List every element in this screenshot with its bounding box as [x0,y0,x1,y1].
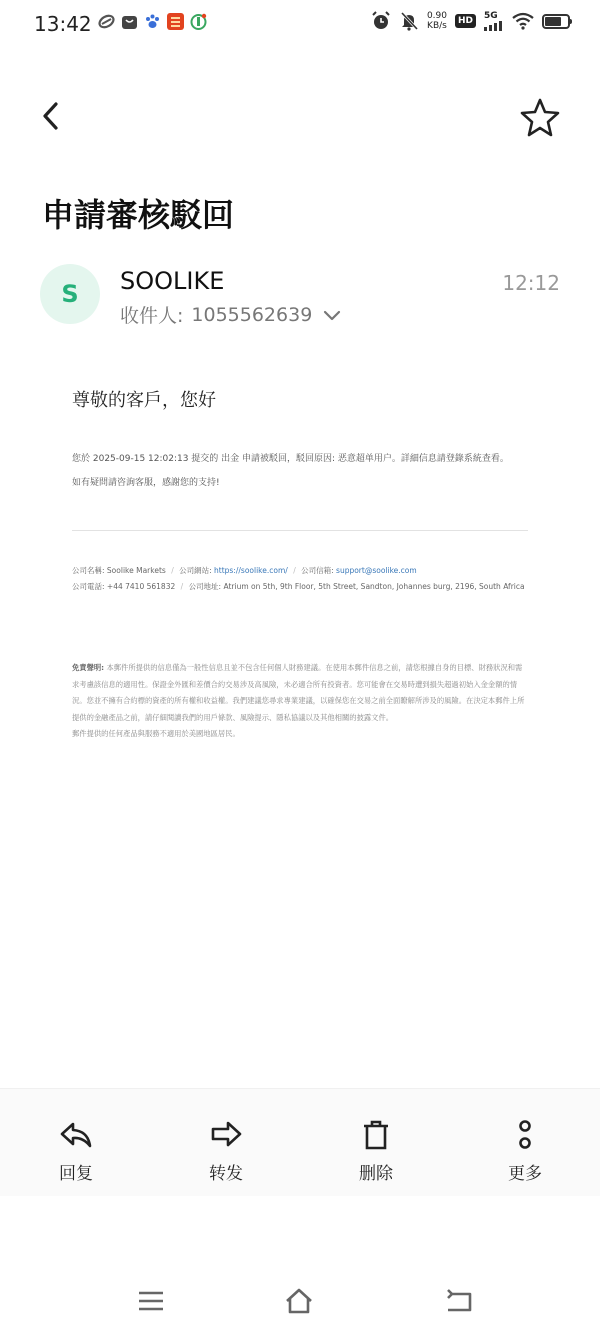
green-app-icon [190,13,207,30]
reply-label: 回复 [59,1164,93,1184]
company-site-link[interactable]: https://soolike.com/ [214,566,288,575]
reply-button[interactable] [36,1117,116,1184]
home-icon[interactable] [284,1286,314,1316]
support-message: 如有疑問請咨詢客服，感謝您的支持! [72,478,220,488]
battery-icon [542,14,570,29]
avatar[interactable]: S [40,264,100,324]
disclaimer-last: 郵件提供的任何產品與服務不適用於美國地區居民。 [72,729,240,738]
company-phone-label: 公司電話: [72,582,105,591]
net-speed-unit: KB/s [427,21,447,31]
rejection-message: 您於 2025-09-15 12:02:13 提交的 出金 申請被駁回，駁回原因: 恶意超单用户。詳細信息請登錄系統查看。 [72,454,509,464]
reply-icon [58,1117,94,1153]
alarm-icon [371,11,391,31]
company-name: Soolike Markets [106,566,166,575]
forward-button[interactable] [186,1117,266,1184]
menu-icon[interactable] [136,1286,166,1316]
more-button[interactable] [485,1117,565,1184]
trash-icon [358,1117,394,1153]
status-indicators [371,11,570,31]
disclaimer [72,660,528,743]
company-address-label: 公司地址: [188,582,222,591]
star-icon [518,96,562,140]
disclaimer-label: 免責聲明: [72,663,105,672]
network-type: 5G [484,10,498,21]
star-button[interactable] [518,96,562,140]
mute-icon [399,11,419,31]
company-info-line1 [72,565,417,576]
company-info-line2 [72,581,525,592]
net-speed [427,11,447,31]
recipient-row[interactable] [120,301,342,328]
forward-label: 转发 [209,1164,243,1184]
sender-name[interactable]: SOOLIKE [120,267,225,295]
recipient-label: 收件人: [120,305,184,327]
separator: / [180,582,184,591]
net-speed-value: 0.90 [426,11,447,21]
back-nav-icon[interactable] [444,1286,474,1316]
signal-bars-icon [484,21,504,31]
disclaimer-text: 本郵件所提供的信息僅為一般性信息且並不包含任何個人財務建議。在使用本郵件信息之前，請您根據自身的目標、財務狀況和需求考慮該信息的適用性。保證金外匯和差價合約交易涉及高風險，未必適合所有投資者。您可能會在交易時遭到損失超過初始入金金額的情況。您並不擁有合約標的資產的所有權和收益權。我們建議您尋求專業建議，以確保您在交易之前全面瞭解所涉及的風險。在決定本郵件上所提供的金融產品之前，請仔細閱讀我們的用戶條款、風險提示、隱私協議以及其他相關的披露文件。 [72,663,525,722]
more-icon [507,1117,543,1153]
company-email-label: 公司信箱: [301,566,334,575]
greeting: 尊敬的客戶，您好 [72,390,216,411]
separator: / [171,566,174,575]
email-subject: 申請審核駁回 [42,196,235,234]
delete-label: 删除 [359,1164,393,1184]
hd-badge: HD [455,14,476,28]
status-bar [0,0,600,48]
divider [72,530,528,531]
delete-button[interactable] [336,1117,416,1184]
back-button[interactable] [34,96,74,136]
system-nav-bar [0,1260,600,1338]
chevron-down-icon[interactable] [322,305,342,325]
recipient-value: 1055562639 [191,303,313,326]
signal-5g [484,12,504,31]
more-label: 更多 [508,1164,542,1184]
wifi-icon [512,12,534,30]
separator: / [293,566,296,575]
company-address: Atrium on 5th, 9th Floor, 5th Street, Sandton, Johannes burg, 2196, South Africa [223,582,525,591]
red-app-icon [167,13,184,30]
company-phone: +44 7410 561832 [106,582,176,591]
status-time: 13:42 [34,12,92,36]
swirl-app-icon [98,13,115,30]
action-bar [0,1088,600,1196]
company-name-label: 公司名稱: [72,566,105,575]
forward-icon [208,1117,244,1153]
shopping-bag-app-icon [121,13,138,30]
notification-app-icons [98,13,207,30]
chevron-left-icon [34,96,74,136]
company-site-label: 公司網站: [179,566,212,575]
company-email-link[interactable]: support@soolike.com [336,566,417,575]
email-time: 12:12 [502,271,560,295]
paw-app-icon [144,13,161,30]
